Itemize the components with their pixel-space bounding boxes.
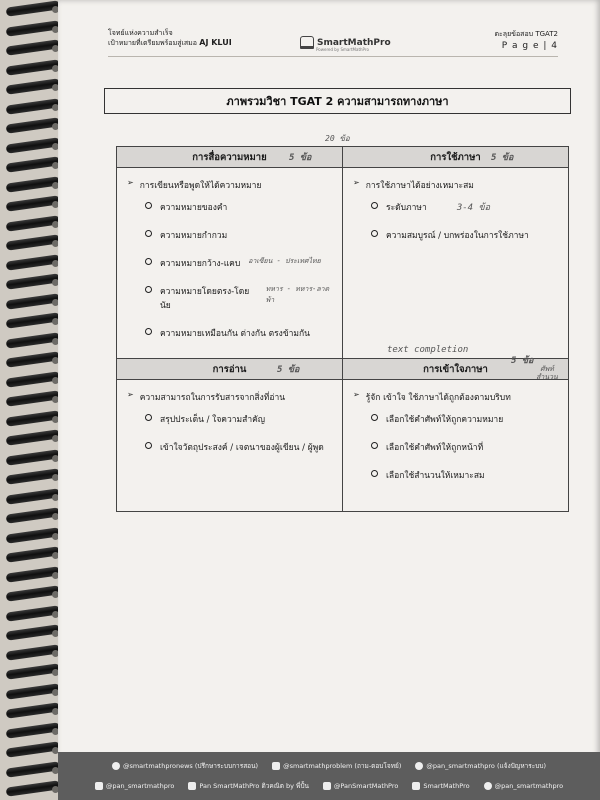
- list-item: ความหมายกำกวม: [145, 228, 336, 242]
- header-left-line1: โจทย์แห่งความสำเร็จ: [108, 29, 173, 37]
- section-header-meaning: การสื่อความหมาย 5 ข้อ: [117, 147, 343, 168]
- list-item: ➢ การใช้ภาษาได้อย่างเหมาะสม: [353, 178, 474, 191]
- arrow-bullet-icon: ➢: [127, 390, 134, 399]
- annotation-vocab: ศัพท์ สำนวน: [536, 365, 558, 381]
- section-header-reading: การอ่าน 5 ข้อ: [117, 359, 343, 380]
- list-item: ความหมายโดยตรง-โดยนัย ทหาร - ทหาร-ลาดพ้า: [145, 284, 336, 312]
- header-left: [108, 28, 232, 48]
- line-icon: [112, 762, 120, 770]
- list-item: ระดับภาษา 3-4 ข้อ: [371, 200, 562, 214]
- brand-logo: [300, 36, 391, 52]
- list-item: ➢ ความสามารถในการรับสารจากสิ่งที่อ่าน: [127, 390, 286, 403]
- footer-link[interactable]: @smartmathpronews (ปรึกษาระบบการสอน): [112, 761, 258, 771]
- footer-link[interactable]: SmartMathPro: [412, 782, 469, 790]
- brand-subtitle: Powered by SmartMathPro: [316, 47, 369, 52]
- list-item: ➢ การเขียนหรือพูดให้ได้ความหมาย: [127, 178, 262, 191]
- tiktok-icon: [484, 782, 492, 790]
- section-header-usage: การใช้ภาษา 5 ข้อ: [343, 147, 569, 168]
- line-icon: [415, 762, 423, 770]
- annotation-text-completion: text completion: [387, 345, 469, 355]
- header-divider: [108, 56, 558, 57]
- annotation-broad: อาเซียน - ประเทศไทย: [248, 257, 321, 265]
- footer-link[interactable]: @PanSmartMathPro: [323, 782, 398, 790]
- header-left-line2: เป้าหมายที่เตรียมพร้อมสู่เสมอ AJ KLUI: [108, 38, 232, 47]
- list-item: เข้าใจวัตถุประสงค์ / เจตนาของผู้เขียน / ผู้พูด: [145, 440, 336, 456]
- list-item: ความหมายของคำ: [145, 200, 336, 214]
- instagram-icon: [95, 782, 103, 790]
- book-icon: [300, 36, 314, 49]
- section-body-understanding: [343, 380, 569, 512]
- header-author-tag: AJ KLUI: [199, 38, 232, 47]
- list-item: สรุปประเด็น / ใจความสำคัญ: [145, 412, 336, 426]
- section-body-meaning: [117, 168, 343, 359]
- circle-bullet-icon: [371, 470, 378, 477]
- arrow-bullet-icon: ➢: [127, 178, 134, 187]
- annotation-direct: ทหาร - ทหาร-ลาดพ้า: [265, 285, 330, 304]
- circle-bullet-icon: [371, 202, 378, 209]
- section-body-reading: [117, 380, 343, 512]
- overview-table: [116, 146, 569, 512]
- footer-link[interactable]: @pan_smartmathpro: [95, 782, 175, 790]
- header-right: [494, 28, 558, 52]
- footer-link[interactable]: @pan_smartmathpro: [484, 782, 564, 790]
- annotation-total: 20 ข้อ: [325, 134, 350, 143]
- section-body-usage: [343, 168, 569, 359]
- circle-bullet-icon: [145, 258, 152, 265]
- instagram-icon: [272, 762, 280, 770]
- x-icon: [323, 782, 331, 790]
- list-item: ความหมายเหมือนกัน ต่างกัน ตรงข้ามกัน: [145, 326, 336, 340]
- annotation-meaning-count: 5 ข้อ: [289, 153, 312, 163]
- footer-row-2: [58, 776, 600, 796]
- annotation-level-count: 3-4 ข้อ: [456, 203, 491, 213]
- list-item: ความสมบูรณ์ / บกพร่องในการใช้ภาษา: [371, 228, 562, 242]
- page-number: P a g e | 4: [501, 41, 558, 51]
- circle-bullet-icon: [371, 442, 378, 449]
- list-item: เลือกใช้คำศัพท์ให้ถูกหน้าที่: [371, 440, 562, 454]
- circle-bullet-icon: [145, 328, 152, 335]
- section-header-understanding: การเข้าใจภาษา 5 ข้อ text completion ศัพท์ สำนวน: [343, 359, 569, 380]
- footer-link[interactable]: @pan_smartmathpro (แจ้งปัญหาระบบ): [415, 761, 546, 771]
- list-item: ➢ รู้จัก เข้าใจ ใช้ภาษาได้ถูกต้องตามบริบท: [353, 390, 511, 403]
- circle-bullet-icon: [145, 286, 152, 293]
- circle-bullet-icon: [145, 442, 152, 449]
- brand-name: SmartMathPro: [317, 37, 391, 48]
- circle-bullet-icon: [145, 230, 152, 237]
- list-item: เลือกใช้คำศัพท์ให้ถูกความหมาย: [371, 412, 562, 426]
- annotation-understanding-count: 5 ข้อ: [511, 356, 534, 366]
- youtube-icon: [412, 782, 420, 790]
- spiral-binding: [0, 0, 62, 800]
- footer-row-1: [58, 756, 600, 776]
- header-book-title: ตะลุยข้อสอบ TGAT2: [494, 30, 558, 38]
- arrow-bullet-icon: ➢: [353, 178, 360, 187]
- circle-bullet-icon: [145, 414, 152, 421]
- circle-bullet-icon: [145, 202, 152, 209]
- footer-bar: [58, 752, 600, 800]
- list-item: เลือกใช้สำนวนให้เหมาะสม: [371, 468, 562, 482]
- facebook-icon: [188, 782, 196, 790]
- page-title: ภาพรวมวิชา TGAT 2 ความสามารถทางภาษา: [104, 88, 571, 114]
- annotation-reading-count: 5 ข้อ: [277, 365, 300, 375]
- arrow-bullet-icon: ➢: [353, 390, 360, 399]
- circle-bullet-icon: [371, 230, 378, 237]
- circle-bullet-icon: [371, 414, 378, 421]
- footer-link[interactable]: Pan SmartMathPro ติวคณิต by พี่ปั้น: [188, 781, 309, 791]
- footer-link[interactable]: @smartmathproblem (ถาม-ตอบโจทย์): [272, 761, 401, 771]
- annotation-usage-count: 5 ข้อ: [491, 153, 514, 163]
- list-item: ความหมายกว้าง-แคบ อาเซียน - ประเทศไทย: [145, 256, 336, 270]
